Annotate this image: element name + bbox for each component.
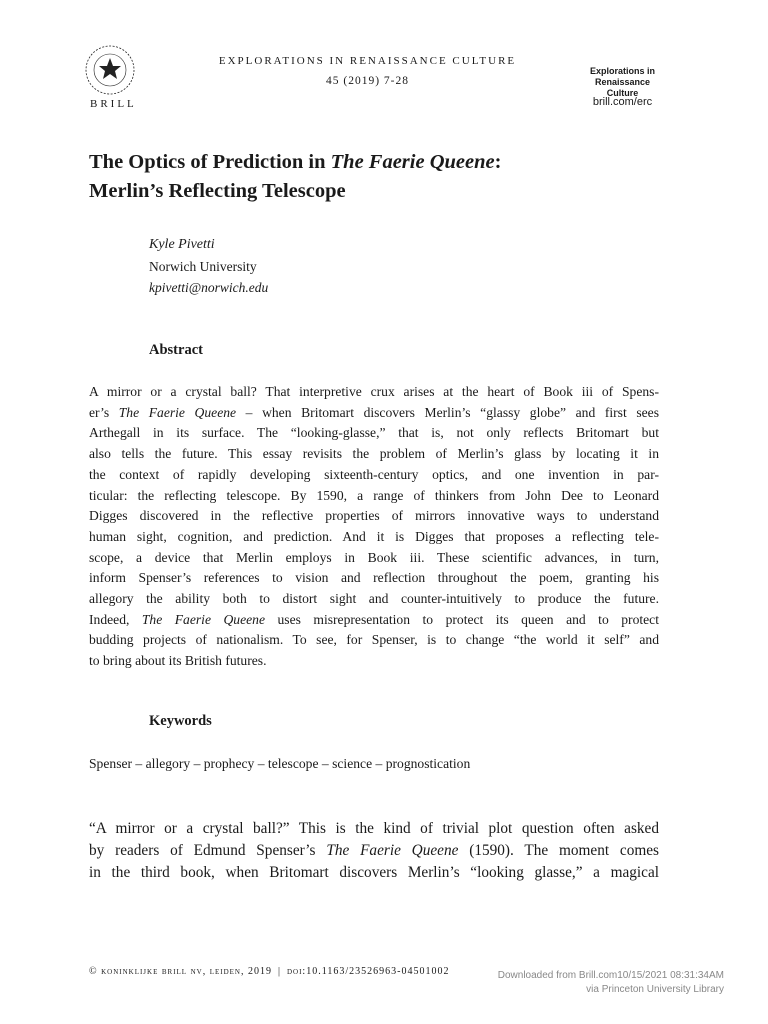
download-library: via Princeton University Library [586,984,724,995]
title-text: The Optics of Prediction in [89,151,331,173]
doi-link[interactable]: doi:10.1163/23526963-04501002 [286,966,450,977]
abstract-text [89,382,659,672]
abstract-line: Indeed, The Faerie Queene uses misrepresentation to protect its queen and to protect [89,611,659,627]
abstract-line: human sight, cognition, and prediction. And it is Digges that proposes a reflecting tele- [89,528,659,544]
journal-side-line: Culture [606,88,639,98]
journal-side-title [570,66,675,99]
publisher-name: BRILL [90,98,137,110]
title-text: : [494,151,502,173]
title-italic-text: The Faerie Queene [330,151,495,173]
author-name: Kyle Pivetti [149,237,215,252]
abstract-heading: Abstract [149,342,203,358]
abstract-line: the context of rapidly developing sixteenth-century optics, and one invention in par- [89,466,659,482]
copyright-text: © koninklijke brill nv, leiden, 2019 [89,966,272,977]
abstract-line: to bring about its British futures. [89,653,267,669]
body-line: by readers of Edmund Spenser’s The Faerie Queene (1590). The moment comes [89,842,659,859]
keywords-list: Spenser – allegory – prophecy – telescope – science – prognostication [89,756,471,771]
body-line: “A mirror or a crystal ball?” This is the kind of trivial plot question often asked [89,820,659,837]
body-text [89,818,659,884]
abstract-line: also tells the future. This essay revisits the problem of Merlin’s glass by locating it in [89,446,659,462]
footer-copyright [89,966,449,977]
body-line: in the third book, when Britomart discovers Merlin’s “looking glasse,” a magical [89,864,659,881]
title-line-2: Merlin’s Reflecting Telescope [89,180,346,202]
abstract-line: allegory the ability both to distort sight and counter-intuitively to produce the future. [89,591,659,607]
abstract-line: inform Spenser’s references to vision and reflection throughout the poem, granting his [89,570,659,586]
abstract-line: scope, a device that Merlin employs in Book iii. These scientific advances, in turn, [89,549,659,565]
title-line-1 [89,148,689,177]
article-title [89,148,689,206]
journal-side-line: Renaissance [594,77,651,87]
journal-url-link[interactable]: brill.com/erc [592,96,653,108]
journal-issue: 45 (2019) 7-28 [326,75,409,87]
brill-seal-logo [84,44,136,96]
download-stamp: Downloaded from Brill.com10/15/2021 08:31:34AM [497,970,724,981]
journal-side-line: Explorations in [589,66,655,76]
abstract-line: A mirror or a crystal ball? That interpretive crux arises at the heart of Book iii of Spens- [89,384,659,399]
abstract-line: ticular: the reflecting telescope. By 1590, a range of thinkers from John Dee to Leonard [89,487,659,503]
abstract-line: Arthegall in its surface. The “looking-glasse,” that is, not only reflects Britomart but [89,425,659,441]
author-affiliation: Norwich University [149,259,257,274]
keywords-heading: Keywords [149,713,212,729]
abstract-line: er’s The Faerie Queene – when Britomart discovers Merlin’s “glassy globe” and first sees [89,404,659,420]
abstract-line: Digges discovered in the reflective properties of mirrors innovative ways to understand [89,508,659,524]
journal-name: EXPLORATIONS IN RENAISSANCE CULTURE [218,55,517,67]
author-email-link[interactable]: kpivetti@norwich.edu [149,280,269,295]
footer-separator: | [277,966,281,977]
abstract-line: budding projects of nationalism. To see, for Spenser, is to change “the world it self” and [89,632,659,648]
